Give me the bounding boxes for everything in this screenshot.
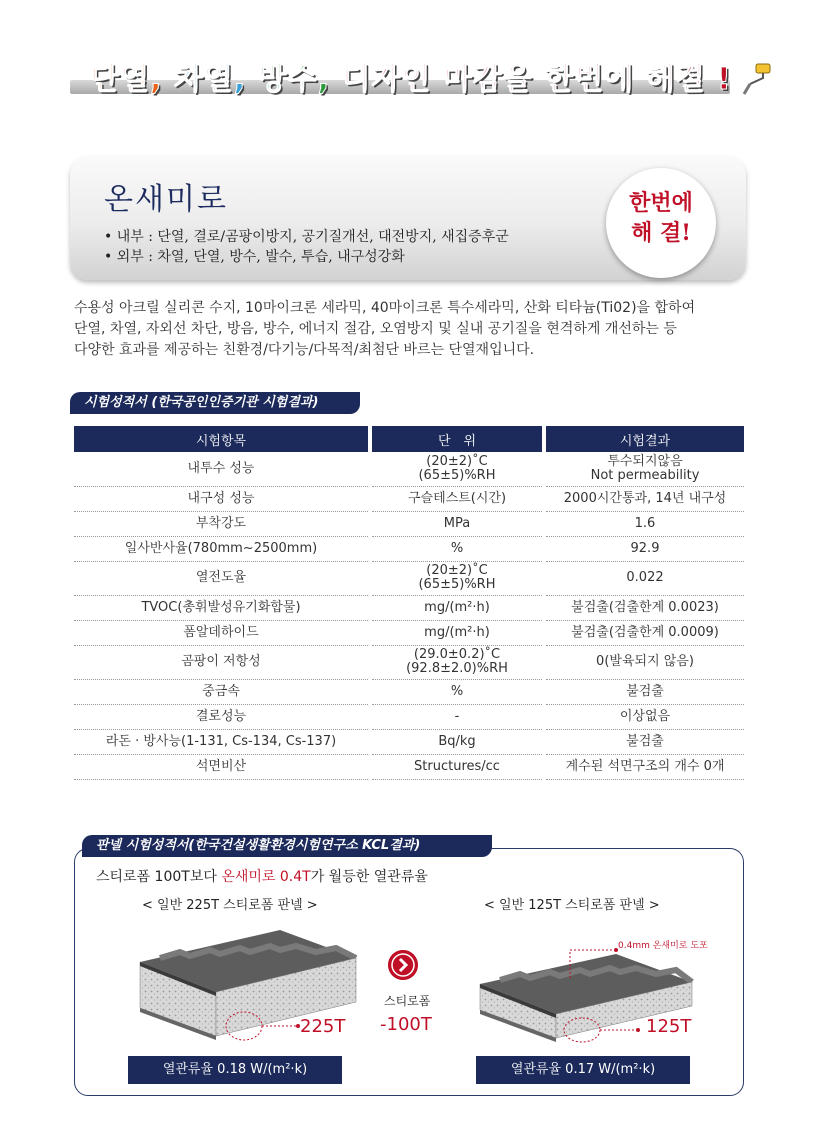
heading-text: 스티로폼 100T보다 [96, 869, 222, 885]
banner-title [90, 54, 732, 98]
cell-test-item: 결로성능 [74, 704, 370, 729]
left-panel-caption: < 일반 225T 스티로폼 판넬 > [142, 898, 318, 913]
right-panel-caption: < 일반 125T 스티로폼 판넬 > [484, 898, 660, 913]
coating-note: 0.4mm 온새미로 도포 [618, 941, 708, 951]
cell-unit: mg/(m²·h) [370, 595, 544, 620]
cell-result: 불검출 [544, 729, 744, 754]
cell-result: 이상없음 [544, 704, 744, 729]
banner-segment: 한번에 해결 ! [532, 62, 732, 97]
cell-unit: mg/(m²·h) [370, 620, 544, 645]
cell-result: 투수되지않음 Not permeability [544, 452, 744, 486]
cell-test-item: 곰팡이 저항성 [74, 645, 370, 679]
section-title-panel-report: 판넬 시험성적서(한국건설생활환경시험연구소 KCL결과) [82, 835, 492, 857]
banner-segment: 차열 [173, 62, 234, 97]
cell-result: 92.9 [544, 536, 744, 561]
description-line: 단열, 차열, 자외선 차단, 방음, 방수, 에너지 절감, 오염방지 및 실내 공기질을 현격하게 개선하는 등 [74, 321, 677, 337]
header-banner [60, 50, 760, 102]
cell-test-item: TVOC(총휘발성유기화합물) [74, 595, 370, 620]
cell-result: 계수된 석면구조의 개수 0개 [544, 754, 744, 779]
product-outer-uses: • 외부 : 차열, 단열, 방수, 발수, 투습, 내구성강화 [104, 249, 405, 265]
left-panel-thickness: 225T [300, 1016, 346, 1037]
column-header-item: 시험항목 [74, 426, 370, 452]
cell-result: 0.022 [544, 561, 744, 595]
product-description [74, 298, 754, 361]
section-title-test-report: 시험성적서 (한국공인인증기관 시험결과) [70, 392, 360, 414]
cell-result: 불검출(검출한계 0.0009) [544, 620, 744, 645]
badge-line-1: 한번에 [629, 190, 693, 216]
table-row [74, 704, 744, 729]
cell-unit: % [370, 536, 544, 561]
table-row [74, 679, 744, 704]
cell-result: 0(발육되지 않음) [544, 645, 744, 679]
table-row [74, 729, 744, 754]
paint-roller-icon [742, 62, 772, 96]
cell-result: 불검출(검출한계 0.0023) [544, 595, 744, 620]
heading-text: 가 월등한 열관류율 [310, 869, 428, 885]
badge-line-2: 해 결! [631, 220, 691, 246]
table-row [74, 561, 744, 595]
styrofoam-panel-125t-image [466, 938, 696, 1056]
right-heat-transmittance: 열관류율 0.17 W/(m²·k) [476, 1056, 690, 1084]
product-name: 온새미로 [104, 182, 228, 217]
cell-unit: 구슬테스트(시간) [370, 486, 544, 511]
table-row [74, 511, 744, 536]
cell-result: 불검출 [544, 679, 744, 704]
cell-test-item: 열전도율 [74, 561, 370, 595]
banner-segment: 디자인 마감을 [341, 62, 533, 97]
test-results-table [74, 426, 744, 780]
cell-unit: % [370, 679, 544, 704]
banner-segment: 방수 [257, 62, 318, 97]
banner-segment: , [317, 62, 342, 97]
table-row [74, 536, 744, 561]
description-line: 수용성 아크릴 실리콘 수지, 10마이크론 세라믹, 40마이크론 특수세라믹, 산화 티타늄(Ti02)을 합하여 [74, 300, 696, 316]
table-row [74, 486, 744, 511]
heading-highlight: 온새미로 0.4T [221, 869, 311, 885]
cell-test-item: 석면비산 [74, 754, 370, 779]
banner-segment: , [233, 62, 258, 97]
cell-unit: - [370, 704, 544, 729]
cell-test-item: 라돈 · 방사능(1-131, Cs-134, Cs-137) [74, 729, 370, 754]
table-row [74, 620, 744, 645]
table-row [74, 595, 744, 620]
banner-segment: 단열 [90, 62, 150, 97]
difference-label: 스티로폼 [384, 994, 431, 1008]
cell-test-item: 일사반사율(780mm~2500mm) [74, 536, 370, 561]
table-row [74, 645, 744, 679]
description-line: 다양한 효과를 제공하는 친환경/다기능/다목적/최첨단 바르는 단열재입니다. [74, 342, 535, 358]
cell-test-item: 부착강도 [74, 511, 370, 536]
table-row [74, 754, 744, 779]
cell-test-item: 내구성 성능 [74, 486, 370, 511]
cell-unit: MPa [370, 511, 544, 536]
chevron-right-icon [388, 950, 418, 980]
cell-result: 2000시간통과, 14년 내구성 [544, 486, 744, 511]
table-row [74, 452, 744, 486]
cell-unit: Structures/cc [370, 754, 544, 779]
cell-test-item: 내투수 성능 [74, 452, 370, 486]
cell-unit: Bq/kg [370, 729, 544, 754]
difference-value: -100T [380, 1014, 432, 1035]
cell-result: 1.6 [544, 511, 744, 536]
product-inner-uses: • 내부 : 단열, 결로/곰팡이방지, 공기질개선, 대전방지, 새집증후군 [104, 229, 509, 245]
panel-comparison-heading [96, 866, 428, 886]
right-panel-thickness: 125T [646, 1016, 692, 1037]
column-header-result: 시험결과 [544, 426, 744, 452]
cell-test-item: 중금속 [74, 679, 370, 704]
banner-segment: , [149, 62, 174, 97]
left-heat-transmittance: 열관류율 0.18 W/(m²·k) [128, 1056, 342, 1084]
column-header-unit: 단 위 [370, 426, 544, 452]
cell-unit: (29.0±0.2)˚C (92.8±2.0)%RH [370, 645, 544, 679]
cell-unit: (20±2)˚C (65±5)%RH [370, 452, 544, 486]
solve-badge [606, 168, 716, 278]
table-header-row [74, 426, 744, 452]
cell-test-item: 폼알데하이드 [74, 620, 370, 645]
cell-unit: (20±2)˚C (65±5)%RH [370, 561, 544, 595]
